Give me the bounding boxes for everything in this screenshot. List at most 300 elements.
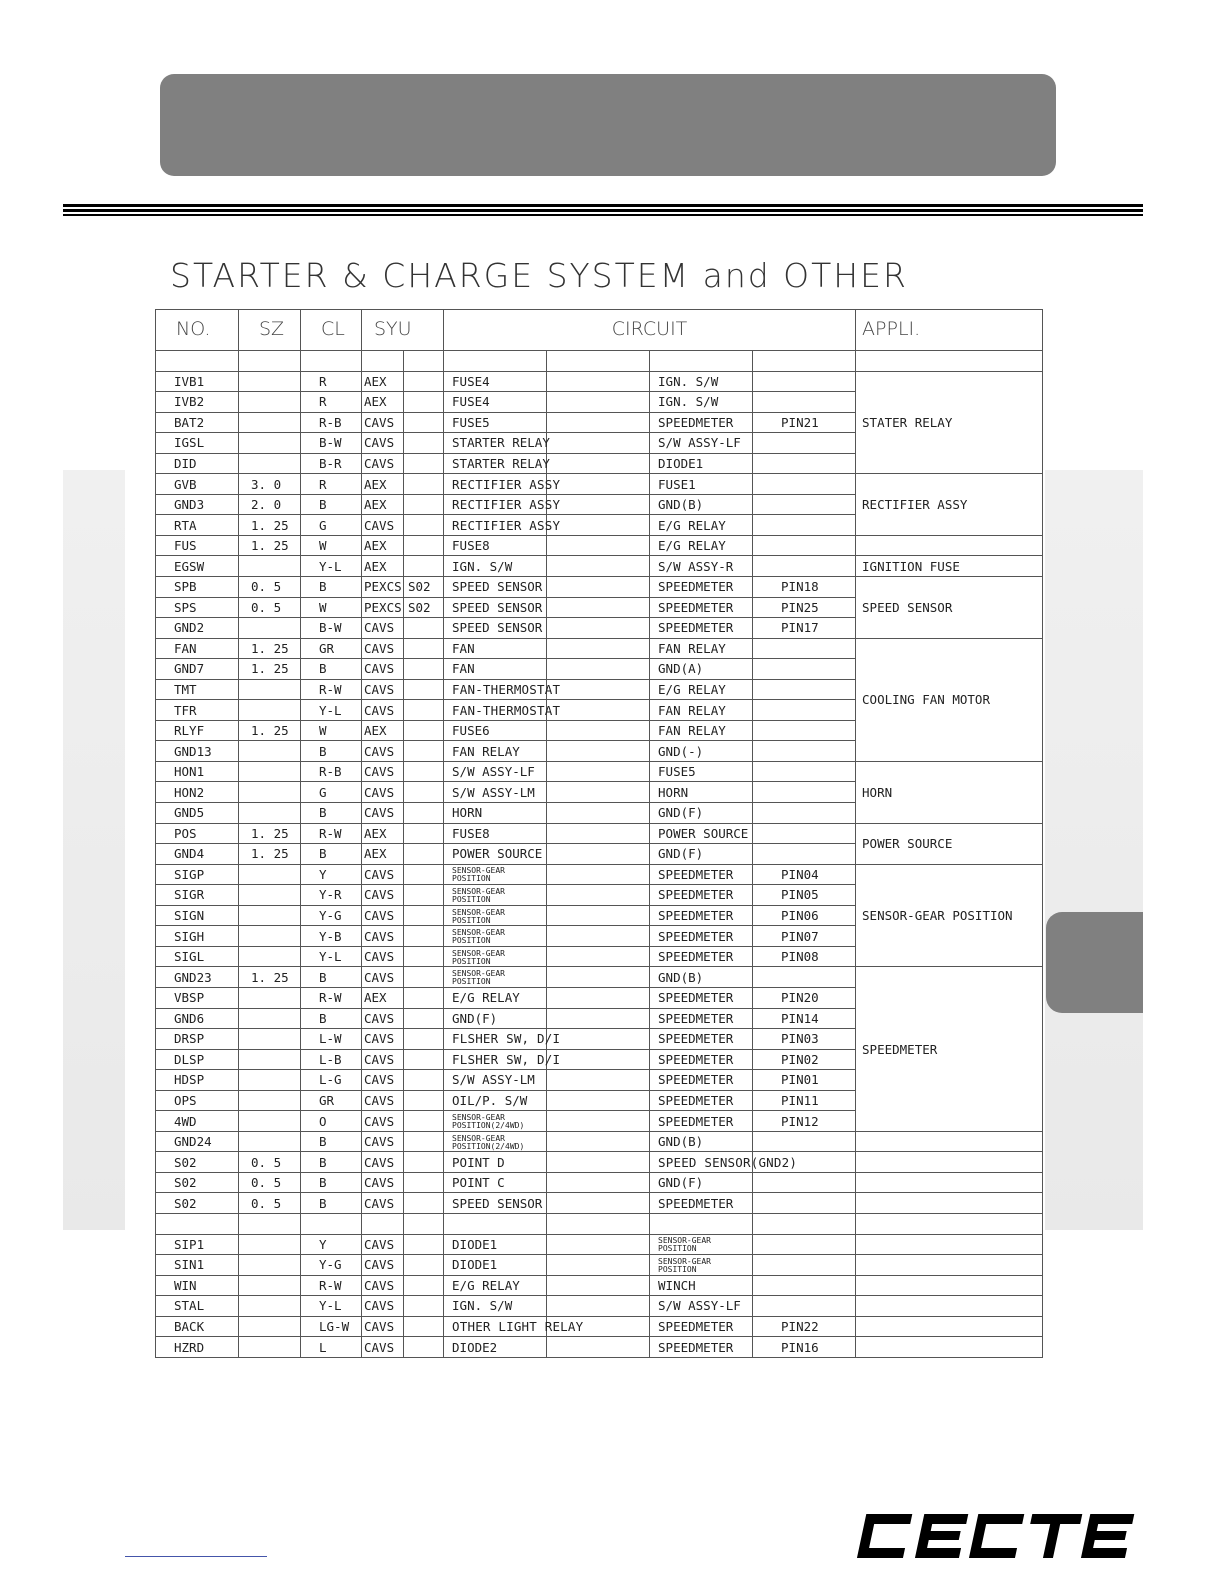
cell-c3: SPEEDMETER: [650, 864, 753, 885]
cell-c2: [547, 741, 650, 762]
cell-no: GND6: [156, 1008, 239, 1029]
cell-c3: WINCH: [650, 1275, 753, 1296]
cell-no: VBSP: [156, 987, 239, 1008]
cell-sz: [239, 412, 301, 433]
cell-syu: AEX: [362, 371, 404, 392]
cell-c1: SPEED SENSOR: [444, 1193, 547, 1214]
cell-no: GND3: [156, 494, 239, 515]
cell-no: STAL: [156, 1296, 239, 1317]
cell-c1: SPEED SENSOR: [444, 577, 547, 598]
cell-c1: [444, 946, 547, 967]
cell-sz: 1. 25: [239, 535, 301, 556]
cell-c4: [753, 1234, 856, 1255]
cell-syu: [362, 351, 404, 372]
cell-c4: [753, 474, 856, 495]
cell-c4: [753, 638, 856, 659]
right-margin-panel: [1045, 470, 1143, 1230]
cell-c3: S/W ASSY-R: [650, 556, 753, 577]
cell-c4: [753, 535, 856, 556]
cell-no: HZRD: [156, 1337, 239, 1358]
cell-c2: [547, 474, 650, 495]
cell-syu: CAVS: [362, 803, 404, 824]
cell-c3: GND(F): [650, 844, 753, 865]
cell-appli: HORN: [856, 761, 1043, 823]
wiring-table: [155, 309, 1043, 1358]
header-circuit: CIRCUIT: [444, 310, 856, 351]
cell-syu: CAVS: [362, 864, 404, 885]
cell-syu2: [404, 1255, 444, 1276]
cell-syu2: [404, 392, 444, 413]
cell-sz: [239, 905, 301, 926]
cell-no: WIN: [156, 1275, 239, 1296]
cell-sz: 1. 25: [239, 844, 301, 865]
cell-c1: [444, 351, 547, 372]
cell-syu: AEX: [362, 474, 404, 495]
cell-c1: OIL/P. S/W: [444, 1090, 547, 1111]
cell-c2: [547, 1255, 650, 1276]
cell-cl: Y: [301, 864, 362, 885]
cell-syu2: [404, 741, 444, 762]
cell-c3: SPEEDMETER: [650, 577, 753, 598]
cell-c2: [547, 453, 650, 474]
cell-syu: CAVS: [362, 412, 404, 433]
cell-cl: R-B: [301, 761, 362, 782]
cell-c2: [547, 535, 650, 556]
cell-syu: AEX: [362, 392, 404, 413]
cell-syu: CAVS: [362, 618, 404, 639]
cell-c3: IGN. S/W: [650, 371, 753, 392]
cell-syu2: [404, 679, 444, 700]
cell-sz: 0. 5: [239, 597, 301, 618]
page-title: STARTER & CHARGE SYSTEM and OTHER: [170, 256, 908, 295]
cell-c1: FAN: [444, 659, 547, 680]
cell-syu: CAVS: [362, 741, 404, 762]
cell-c3: GND(B): [650, 967, 753, 988]
header-cl: CL: [301, 310, 362, 351]
cell-c1: FAN RELAY: [444, 741, 547, 762]
table-row: [156, 1152, 1043, 1173]
cell-c4: [753, 700, 856, 721]
cell-c2: [547, 1337, 650, 1358]
cell-appli: IGNITION FUSE: [856, 556, 1043, 577]
cell-syu: PEXCS: [362, 597, 404, 618]
brand-logo: [848, 1506, 1128, 1566]
cell-syu2: [404, 720, 444, 741]
cell-c3: SPEEDMETER: [650, 1193, 753, 1214]
cell-c4: [753, 844, 856, 865]
cell-c4: [753, 494, 856, 515]
cell-cl: [301, 1213, 362, 1234]
table-row: [156, 1172, 1043, 1193]
cell-appli: [856, 351, 1043, 372]
cell-no: SIGN: [156, 905, 239, 926]
cell-syu2: [404, 618, 444, 639]
cell-sz: [239, 987, 301, 1008]
cell-c1: FUSE6: [444, 720, 547, 741]
table-row: [156, 474, 1043, 495]
cell-cl: L: [301, 1337, 362, 1358]
cell-c2: [547, 1049, 650, 1070]
cell-c1: S/W ASSY-LM: [444, 1070, 547, 1091]
cell-sz: [239, 1275, 301, 1296]
cell-cl: B: [301, 844, 362, 865]
cell-c3: GND(-): [650, 741, 753, 762]
cell-c4: PIN08: [753, 946, 856, 967]
cell-c4: PIN06: [753, 905, 856, 926]
cell-syu2: [404, 433, 444, 454]
cell-c3: SPEEDMETER: [650, 597, 753, 618]
cell-c3: GND(F): [650, 803, 753, 824]
cell-c3: POWER SOURCE: [650, 823, 753, 844]
cell-syu2: [404, 761, 444, 782]
cell-syu2: [404, 474, 444, 495]
cell-syu2: [404, 453, 444, 474]
stacked-label: SENSOR-GEAR POSITION: [452, 948, 505, 966]
cell-cl: B: [301, 803, 362, 824]
cell-c4: PIN17: [753, 618, 856, 639]
cell-c4: PIN18: [753, 577, 856, 598]
cell-c2: [547, 351, 650, 372]
cell-syu: CAVS: [362, 1296, 404, 1317]
stacked-label: SENSOR-GEAR POSITION: [658, 1236, 711, 1254]
table-row: [156, 864, 1043, 885]
cell-sz: [239, 761, 301, 782]
cell-sz: 1. 25: [239, 659, 301, 680]
header-no: NO.: [156, 310, 239, 351]
cell-sz: [239, 556, 301, 577]
cell-syu: CAVS: [362, 1275, 404, 1296]
cell-syu: CAVS: [362, 946, 404, 967]
cell-no: GND24: [156, 1131, 239, 1152]
cell-cl: B: [301, 577, 362, 598]
stacked-label: SENSOR-GEAR POSITION: [452, 866, 505, 884]
cell-c3: SPEEDMETER: [650, 618, 753, 639]
cell-no: S02: [156, 1152, 239, 1173]
cell-appli: SENSOR-GEAR POSITION: [856, 864, 1043, 967]
cell-c2: [547, 720, 650, 741]
cell-appli: [856, 1337, 1043, 1358]
cell-sz: [239, 946, 301, 967]
cell-syu2: [404, 351, 444, 372]
cell-sz: [239, 885, 301, 906]
cell-c2: [547, 618, 650, 639]
cell-c3: E/G RELAY: [650, 535, 753, 556]
cell-syu2: [404, 1111, 444, 1132]
cell-c2: [547, 412, 650, 433]
cell-sz: [239, 741, 301, 762]
cell-c2: [547, 679, 650, 700]
cell-c1: RECTIFIER ASSY: [444, 515, 547, 536]
cell-sz: [239, 1213, 301, 1234]
cell-appli: [856, 1296, 1043, 1317]
cell-no: SIGL: [156, 946, 239, 967]
cell-sz: [239, 782, 301, 803]
cell-syu: CAVS: [362, 659, 404, 680]
cell-no: SIGH: [156, 926, 239, 947]
cell-c1: IGN. S/W: [444, 1296, 547, 1317]
cell-c3: E/G RELAY: [650, 515, 753, 536]
cell-sz: 1. 25: [239, 967, 301, 988]
cell-syu2: [404, 535, 444, 556]
cell-c2: [547, 1275, 650, 1296]
cell-c3: SPEEDMETER: [650, 1337, 753, 1358]
cell-c2: [547, 1131, 650, 1152]
cell-c1: OTHER LIGHT RELAY: [444, 1316, 547, 1337]
cell-syu: CAVS: [362, 967, 404, 988]
cell-c1: DIODE1: [444, 1255, 547, 1276]
cell-sz: 1. 25: [239, 638, 301, 659]
cell-cl: B: [301, 1172, 362, 1193]
cell-syu: CAVS: [362, 1029, 404, 1050]
cell-syu2: [404, 371, 444, 392]
cell-cl: B-W: [301, 618, 362, 639]
cell-c2: [547, 1008, 650, 1029]
cell-c4: PIN16: [753, 1337, 856, 1358]
cell-cl: Y-L: [301, 556, 362, 577]
cell-syu: AEX: [362, 823, 404, 844]
cell-syu: AEX: [362, 494, 404, 515]
cell-c2: [547, 864, 650, 885]
table-row: [156, 577, 1043, 598]
cell-c2: [547, 433, 650, 454]
stacked-label: SENSOR-GEAR POSITION: [452, 928, 505, 946]
cell-c1: FUSE8: [444, 535, 547, 556]
cell-syu2: [404, 556, 444, 577]
cell-cl: GR: [301, 638, 362, 659]
cell-c1: [444, 926, 547, 947]
cell-c1: FUSE4: [444, 371, 547, 392]
cell-cl: B: [301, 494, 362, 515]
stacked-label: SENSOR-GEAR POSITION: [452, 907, 505, 925]
cell-c1: POWER SOURCE: [444, 844, 547, 865]
cell-c3: SPEEDMETER: [650, 905, 753, 926]
cell-c3: DIODE1: [650, 453, 753, 474]
cell-sz: [239, 453, 301, 474]
cell-appli: [856, 1255, 1043, 1276]
cell-c4: [753, 351, 856, 372]
stacked-label: SENSOR-GEAR POSITION(2/4WD): [452, 1133, 525, 1151]
cell-cl: GR: [301, 1090, 362, 1111]
cell-sz: [239, 351, 301, 372]
cell-c4: [753, 967, 856, 988]
cell-c3: GND(B): [650, 494, 753, 515]
cell-syu: CAVS: [362, 515, 404, 536]
cell-no: OPS: [156, 1090, 239, 1111]
header-banner: [160, 74, 1056, 176]
cell-c4: [753, 371, 856, 392]
cell-appli: STATER RELAY: [856, 371, 1043, 474]
cell-syu: CAVS: [362, 782, 404, 803]
cell-cl: Y-G: [301, 905, 362, 926]
cell-syu2: [404, 864, 444, 885]
cell-c3: SPEED SENSOR(GND2): [650, 1152, 753, 1173]
cell-sz: [239, 1029, 301, 1050]
cell-c4: [753, 433, 856, 454]
cell-syu: CAVS: [362, 1255, 404, 1276]
cell-c4: [753, 1275, 856, 1296]
cell-c4: [753, 1172, 856, 1193]
footer-link-underline: [125, 1556, 267, 1557]
cell-syu: CAVS: [362, 1234, 404, 1255]
cell-c3: [650, 1234, 753, 1255]
cell-c4: PIN20: [753, 987, 856, 1008]
cell-syu2: [404, 803, 444, 824]
cell-no: FUS: [156, 535, 239, 556]
cell-c2: [547, 761, 650, 782]
cell-syu: CAVS: [362, 1131, 404, 1152]
cell-cl: LG-W: [301, 1316, 362, 1337]
cell-syu: CAVS: [362, 1337, 404, 1358]
cell-syu2: [404, 905, 444, 926]
cell-no: SIN1: [156, 1255, 239, 1276]
cell-c4: [753, 515, 856, 536]
cell-c1: FLSHER SW, D/I: [444, 1029, 547, 1050]
table-row: [156, 535, 1043, 556]
cell-no: SPS: [156, 597, 239, 618]
cell-syu2: [404, 1193, 444, 1214]
cell-c3: S/W ASSY-LF: [650, 1296, 753, 1317]
cell-no: S02: [156, 1172, 239, 1193]
cell-syu: CAVS: [362, 926, 404, 947]
cell-cl: Y: [301, 1234, 362, 1255]
cell-c2: [547, 515, 650, 536]
cell-c4: [753, 659, 856, 680]
cell-c2: [547, 1193, 650, 1214]
cell-sz: [239, 679, 301, 700]
cell-c1: IGN. S/W: [444, 556, 547, 577]
cell-cl: G: [301, 515, 362, 536]
cell-c1: [444, 905, 547, 926]
table-row: [156, 1213, 1043, 1234]
cell-sz: [239, 433, 301, 454]
cell-appli: SPEED SENSOR: [856, 577, 1043, 639]
cell-appli: RECTIFIER ASSY: [856, 474, 1043, 536]
cell-syu2: [404, 412, 444, 433]
cell-c2: [547, 659, 650, 680]
cell-sz: [239, 392, 301, 413]
cell-no: HDSP: [156, 1070, 239, 1091]
cell-c4: [753, 556, 856, 577]
cell-syu2: [404, 1049, 444, 1070]
cell-syu: CAVS: [362, 638, 404, 659]
table-row: [156, 967, 1043, 988]
cell-c3: SPEEDMETER: [650, 946, 753, 967]
cell-no: RTA: [156, 515, 239, 536]
cell-cl: R-W: [301, 823, 362, 844]
cell-no: DID: [156, 453, 239, 474]
cell-syu: AEX: [362, 987, 404, 1008]
cell-sz: 0. 5: [239, 1172, 301, 1193]
cell-c4: [753, 1296, 856, 1317]
cell-syu2: [404, 967, 444, 988]
cell-c2: [547, 1070, 650, 1091]
cell-cl: B: [301, 1193, 362, 1214]
cell-syu2: [404, 1152, 444, 1173]
cell-c3: IGN. S/W: [650, 392, 753, 413]
cell-c2: [547, 1234, 650, 1255]
cell-no: POS: [156, 823, 239, 844]
cell-c3: SPEEDMETER: [650, 1070, 753, 1091]
cell-c1: RECTIFIER ASSY: [444, 474, 547, 495]
cell-sz: [239, 803, 301, 824]
cell-syu2: [404, 638, 444, 659]
cell-c3: SPEEDMETER: [650, 1111, 753, 1132]
cell-c1: [444, 967, 547, 988]
cell-c4: [753, 782, 856, 803]
cell-cl: Y-L: [301, 946, 362, 967]
cell-cl: Y-G: [301, 1255, 362, 1276]
cell-syu2: [404, 1234, 444, 1255]
cell-syu2: [404, 659, 444, 680]
cell-syu: CAVS: [362, 700, 404, 721]
cell-no: GND2: [156, 618, 239, 639]
cell-c3: GND(B): [650, 1131, 753, 1152]
cell-no: BAT2: [156, 412, 239, 433]
cell-c3: E/G RELAY: [650, 679, 753, 700]
cell-sz: [239, 926, 301, 947]
cell-syu: CAVS: [362, 761, 404, 782]
cell-no: EGSW: [156, 556, 239, 577]
table-row: [156, 761, 1043, 782]
cell-syu: CAVS: [362, 679, 404, 700]
cell-c2: [547, 556, 650, 577]
cell-syu: AEX: [362, 720, 404, 741]
cell-syu2: [404, 1090, 444, 1111]
cell-cl: B: [301, 659, 362, 680]
cell-c3: FAN RELAY: [650, 638, 753, 659]
cell-syu2: [404, 1172, 444, 1193]
stacked-label: SENSOR-GEAR POSITION: [658, 1256, 711, 1274]
cell-c1: E/G RELAY: [444, 1275, 547, 1296]
cell-no: TMT: [156, 679, 239, 700]
cell-cl: W: [301, 535, 362, 556]
cell-no: GND13: [156, 741, 239, 762]
cell-c1: SPEED SENSOR: [444, 597, 547, 618]
cell-c4: PIN05: [753, 885, 856, 906]
cell-appli: [856, 1316, 1043, 1337]
cell-no: DLSP: [156, 1049, 239, 1070]
cell-c1: FUSE4: [444, 392, 547, 413]
cell-sz: [239, 1090, 301, 1111]
cell-no: HON1: [156, 761, 239, 782]
cell-no: SIGP: [156, 864, 239, 885]
cell-appli: [856, 1234, 1043, 1255]
cell-c2: [547, 1172, 650, 1193]
cell-c1: E/G RELAY: [444, 987, 547, 1008]
cell-c1: FAN-THERMOSTAT: [444, 679, 547, 700]
cell-cl: B: [301, 741, 362, 762]
cell-no: GND4: [156, 844, 239, 865]
cell-sz: 1. 25: [239, 720, 301, 741]
cell-syu2: [404, 823, 444, 844]
cell-appli: SPEEDMETER: [856, 967, 1043, 1131]
table-row: [156, 1131, 1043, 1152]
cell-cl: Y-R: [301, 885, 362, 906]
cell-c1: HORN: [444, 803, 547, 824]
cell-no: GVB: [156, 474, 239, 495]
cell-c1: S/W ASSY-LM: [444, 782, 547, 803]
cell-cl: B: [301, 1008, 362, 1029]
cell-c1: FUSE5: [444, 412, 547, 433]
stacked-label: SENSOR-GEAR POSITION: [452, 969, 505, 987]
cell-syu2: [404, 1316, 444, 1337]
cell-c1: RECTIFIER ASSY: [444, 494, 547, 515]
cell-c3: SPEEDMETER: [650, 412, 753, 433]
cell-c2: [547, 494, 650, 515]
cell-syu: CAVS: [362, 1172, 404, 1193]
cell-no: IGSL: [156, 433, 239, 454]
cell-c4: PIN12: [753, 1111, 856, 1132]
